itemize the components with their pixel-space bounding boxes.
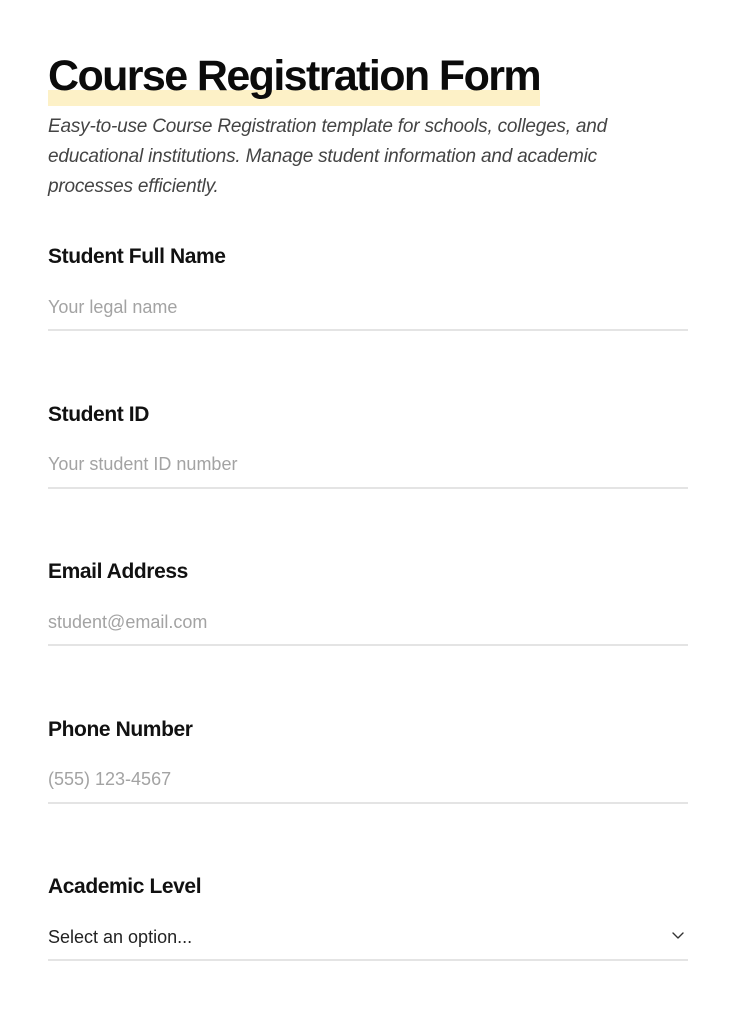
field-student-id xyxy=(48,401,688,559)
field-academic-level xyxy=(48,873,688,1031)
academic-level-label: Academic Level xyxy=(48,875,202,898)
student-full-name-label: Student Full Name xyxy=(48,245,226,268)
field-phone-number xyxy=(48,716,688,874)
academic-level-selected-value: Select an option... xyxy=(48,927,193,947)
page-title: Course Registration Form xyxy=(48,52,541,100)
field-student-full-name xyxy=(48,243,688,401)
phone-number-input[interactable] xyxy=(48,758,688,804)
email-address-input[interactable] xyxy=(48,600,688,646)
email-address-label: Email Address xyxy=(48,560,188,583)
student-id-input[interactable] xyxy=(48,443,688,489)
field-email-address xyxy=(48,558,688,716)
student-id-label: Student ID xyxy=(48,402,149,426)
phone-number-label: Phone Number xyxy=(48,717,193,741)
form-fields xyxy=(48,243,688,1031)
chevron-down-icon xyxy=(670,927,686,943)
student-full-name-input[interactable] xyxy=(48,285,688,331)
form-description: Easy-to-use Course Registration template for schools, colleges, and educational institutions. Manage student information and academic processes efficiently. xyxy=(48,116,607,197)
academic-level-select[interactable] xyxy=(48,915,688,961)
title-block xyxy=(48,52,540,100)
